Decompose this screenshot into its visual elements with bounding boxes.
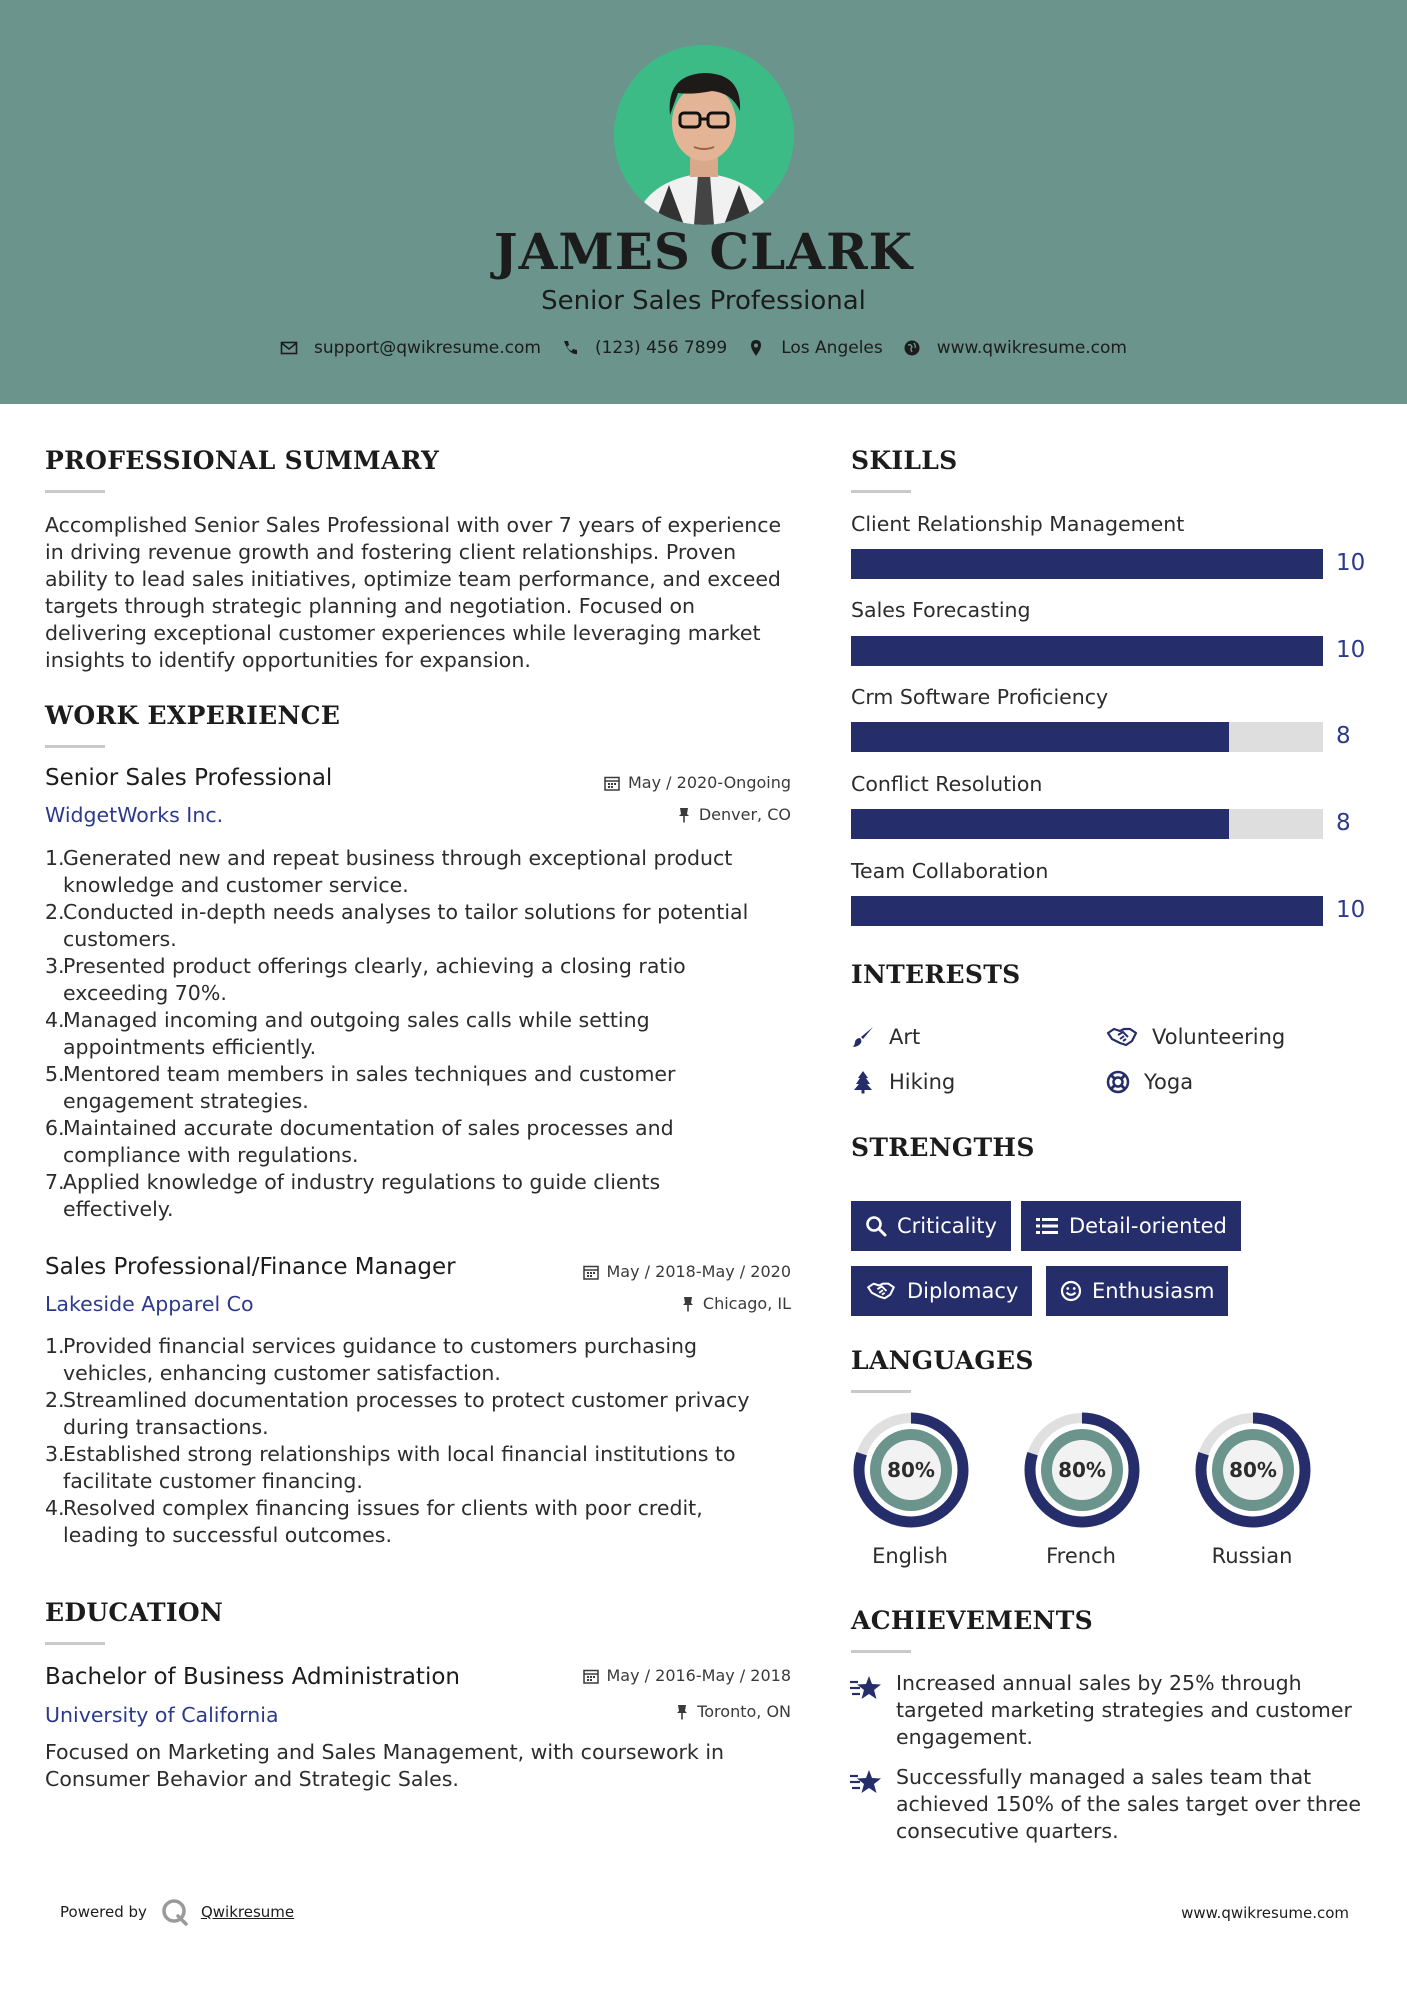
shooting-star-icon bbox=[849, 1768, 883, 1796]
list-item-number: 4. bbox=[45, 1496, 65, 1520]
candidate-role: Senior Sales Professional bbox=[541, 286, 866, 316]
summary-line: targets through strategic planning and negotiation. Focused on bbox=[45, 594, 695, 618]
language-donut bbox=[1030, 1418, 1134, 1522]
achievement-line: achieved 150% of the sales target over three bbox=[896, 1792, 1362, 1816]
interest-label: Yoga bbox=[1144, 1070, 1194, 1094]
envelope-icon bbox=[280, 339, 298, 357]
list-item-number: 5. bbox=[45, 1062, 65, 1086]
list-item-line: leading to successful outcomes. bbox=[63, 1523, 392, 1547]
calendar-icon bbox=[583, 1264, 599, 1280]
powered-by-label: Powered by bbox=[60, 1903, 147, 1921]
achievement-line: Successfully managed a sales team that bbox=[896, 1765, 1312, 1789]
education-line: Consumer Behavior and Strategic Sales. bbox=[45, 1767, 459, 1791]
contact-location-text: Los Angeles bbox=[781, 338, 883, 358]
list-item-line: engagement strategies. bbox=[63, 1089, 309, 1113]
interest-label: Art bbox=[889, 1025, 921, 1049]
smile-icon bbox=[1060, 1280, 1082, 1302]
list-item bbox=[45, 1333, 795, 1387]
skill-score: 10 bbox=[1336, 897, 1366, 923]
contact-website-text: www.qwikresume.com bbox=[936, 338, 1127, 358]
list-item-line: compliance with regulations. bbox=[63, 1143, 359, 1167]
list-item bbox=[45, 899, 795, 953]
achievement-item bbox=[896, 1764, 1361, 1845]
list-item bbox=[45, 1387, 795, 1441]
candidate-name: JAMES CLARK bbox=[493, 222, 914, 281]
resume-header bbox=[0, 0, 1407, 404]
lifering-icon bbox=[1106, 1070, 1130, 1094]
job-title: Senior Sales Professional bbox=[45, 765, 333, 791]
languages-heading: LANGUAGES bbox=[851, 1346, 1034, 1375]
interest-item bbox=[1106, 1070, 1193, 1094]
job-bullets bbox=[45, 845, 795, 1223]
skill-score: 8 bbox=[1336, 723, 1351, 749]
language-percent: 80% bbox=[887, 1458, 935, 1482]
skills-heading-rule bbox=[851, 490, 911, 493]
list-item-line: Presented product offerings clearly, achieving a closing ratio bbox=[63, 954, 686, 978]
globe-icon bbox=[903, 339, 921, 357]
contact-website[interactable] bbox=[903, 338, 1127, 358]
strength-tag bbox=[1021, 1201, 1241, 1251]
job-company: WidgetWorks Inc. bbox=[45, 803, 224, 827]
achievement-line: consecutive quarters. bbox=[896, 1819, 1119, 1843]
summary-line: ability to lead sales initiatives, optimize team performance, and exceed bbox=[45, 567, 781, 591]
list-item-number: 1. bbox=[45, 1334, 65, 1358]
skill-bar-track bbox=[851, 722, 1323, 752]
language-label: French bbox=[1046, 1544, 1116, 1568]
language-label: Russian bbox=[1211, 1544, 1293, 1568]
contact-phone-text: (123) 456 7899 bbox=[594, 338, 728, 358]
job-bullets bbox=[45, 1333, 795, 1549]
skill-label: Crm Software Proficiency bbox=[851, 685, 1109, 709]
language-percent: 80% bbox=[1229, 1458, 1277, 1482]
contact-email[interactable] bbox=[280, 338, 541, 358]
list-item-number: 2. bbox=[45, 900, 65, 924]
education-date-text: May / 2016-May / 2018 bbox=[606, 1666, 791, 1685]
list-item bbox=[45, 953, 795, 1007]
job-date-text: May / 2020-Ongoing bbox=[628, 773, 791, 792]
interest-item bbox=[1106, 1025, 1285, 1049]
map-pin-icon bbox=[747, 339, 765, 357]
list-item-line: Provided financial services guidance to customers purchasing bbox=[63, 1334, 698, 1358]
pushpin-icon bbox=[675, 1704, 689, 1720]
school-name: University of California bbox=[45, 1703, 279, 1727]
strengths-heading: STRENGTHS bbox=[851, 1133, 1035, 1162]
job-company: Lakeside Apparel Co bbox=[45, 1292, 254, 1316]
list-item-line: Established strong relationships with local financial institutions to bbox=[63, 1442, 736, 1466]
job-location bbox=[470, 1294, 791, 1313]
achievements-heading-rule bbox=[851, 1650, 911, 1653]
strength-label: Criticality bbox=[897, 1214, 997, 1238]
summary-heading: PROFESSIONAL SUMMARY bbox=[45, 446, 440, 475]
list-item-line: knowledge and customer service. bbox=[63, 873, 409, 897]
strength-label: Enthusiasm bbox=[1092, 1279, 1215, 1303]
footer-powered-by bbox=[60, 1898, 294, 1926]
job-date-text: May / 2018-May / 2020 bbox=[606, 1262, 791, 1281]
skill-score: 10 bbox=[1336, 550, 1366, 576]
list-item-line: effectively. bbox=[63, 1197, 174, 1221]
experience-heading: WORK EXPERIENCE bbox=[45, 701, 341, 730]
list-item bbox=[45, 1115, 795, 1169]
interest-item bbox=[851, 1070, 955, 1094]
skill-score: 8 bbox=[1336, 810, 1351, 836]
education-heading: EDUCATION bbox=[45, 1598, 224, 1627]
skills-heading: SKILLS bbox=[851, 446, 958, 475]
list-item-number: 7. bbox=[45, 1170, 65, 1194]
list-item bbox=[45, 1061, 795, 1115]
language-percent: 80% bbox=[1058, 1458, 1106, 1482]
achievement-item bbox=[896, 1670, 1352, 1751]
job-date bbox=[470, 1262, 791, 1281]
summary-heading-rule bbox=[45, 490, 105, 493]
skill-bar-track bbox=[851, 809, 1323, 839]
language-label: English bbox=[872, 1544, 948, 1568]
handshake-icon bbox=[865, 1280, 897, 1302]
summary-line: delivering exceptional customer experiences while leveraging market bbox=[45, 621, 761, 645]
list-item-line: Resolved complex financing issues for clients with poor credit, bbox=[63, 1496, 703, 1520]
education-heading-rule bbox=[45, 1642, 105, 1645]
list-item-line: exceeding 70%. bbox=[63, 981, 227, 1005]
list-item bbox=[45, 1495, 795, 1549]
strength-tag bbox=[1046, 1266, 1228, 1316]
job-location-text: Chicago, IL bbox=[702, 1294, 791, 1313]
achievement-line: Increased annual sales by 25% through bbox=[896, 1671, 1302, 1695]
job-title: Sales Professional/Finance Manager bbox=[45, 1254, 456, 1280]
skill-label: Team Collaboration bbox=[851, 859, 1049, 883]
interest-item bbox=[851, 1025, 920, 1049]
skill-bar-track bbox=[851, 896, 1323, 926]
summary-line: insights to identify opportunities for expansion. bbox=[45, 648, 531, 672]
skill-bar-fill bbox=[851, 722, 1229, 752]
skill-label: Client Relationship Management bbox=[851, 512, 1185, 536]
pushpin-icon bbox=[677, 807, 691, 823]
qwikresume-logo-icon bbox=[161, 1898, 189, 1926]
summary-line: in driving revenue growth and fostering client relationships. Proven bbox=[45, 540, 737, 564]
language-donut bbox=[859, 1418, 963, 1522]
education-date bbox=[470, 1666, 791, 1685]
skill-score: 10 bbox=[1336, 637, 1366, 663]
language-donut bbox=[1201, 1418, 1305, 1522]
list-item-number: 6. bbox=[45, 1116, 65, 1140]
paintbrush-icon bbox=[851, 1025, 875, 1049]
achievement-line: engagement. bbox=[896, 1725, 1033, 1749]
strength-tag bbox=[851, 1201, 1011, 1251]
contact-email-text: support@qwikresume.com bbox=[314, 338, 541, 358]
job-date bbox=[470, 773, 791, 792]
strength-tag bbox=[851, 1266, 1032, 1316]
list-item-line: Generated new and repeat business through exceptional product bbox=[63, 846, 733, 870]
list-item-number: 2. bbox=[45, 1388, 65, 1412]
skill-bar-fill bbox=[851, 636, 1323, 666]
list-item-line: customers. bbox=[63, 927, 177, 951]
list-item-line: during transactions. bbox=[63, 1415, 269, 1439]
achievements-heading: ACHIEVEMENTS bbox=[851, 1606, 1093, 1635]
skill-bar-fill bbox=[851, 896, 1323, 926]
summary-text bbox=[45, 512, 781, 674]
contact-bar bbox=[0, 338, 1407, 358]
shooting-star-icon bbox=[849, 1674, 883, 1702]
job-location bbox=[470, 805, 791, 824]
list-item-line: Managed incoming and outgoing sales calls while setting bbox=[63, 1008, 650, 1032]
list-item bbox=[45, 1441, 795, 1495]
list-item bbox=[45, 1007, 795, 1061]
experience-heading-rule bbox=[45, 745, 105, 748]
skill-bar-fill bbox=[851, 809, 1229, 839]
skill-label: Sales Forecasting bbox=[851, 598, 1031, 622]
tree-icon bbox=[851, 1070, 875, 1094]
list-icon bbox=[1035, 1216, 1059, 1236]
skill-bar-track bbox=[851, 636, 1323, 666]
list-item-number: 1. bbox=[45, 846, 65, 870]
list-item-line: Conducted in-depth needs analyses to tailor solutions for potential bbox=[63, 900, 749, 924]
list-item-number: 3. bbox=[45, 1442, 65, 1466]
list-item-line: Maintained accurate documentation of sales processes and bbox=[63, 1116, 674, 1140]
summary-line: Accomplished Senior Sales Professional with over 7 years of experience bbox=[45, 513, 782, 537]
achievement-line: targeted marketing strategies and customer bbox=[896, 1698, 1352, 1722]
handshake-icon bbox=[1106, 1025, 1138, 1049]
list-item-number: 3. bbox=[45, 954, 65, 978]
languages-heading-rule bbox=[851, 1390, 911, 1393]
list-item-line: vehicles, enhancing customer satisfaction. bbox=[63, 1361, 501, 1385]
footer-website-link[interactable]: www.qwikresume.com bbox=[1181, 1904, 1349, 1922]
strength-label: Detail-oriented bbox=[1069, 1214, 1227, 1238]
contact-location bbox=[747, 338, 883, 358]
interest-label: Volunteering bbox=[1152, 1025, 1286, 1049]
list-item-line: Mentored team members in sales techniques and customer bbox=[63, 1062, 676, 1086]
list-item-line: facilitate customer financing. bbox=[63, 1469, 363, 1493]
skill-bar-track bbox=[851, 549, 1323, 579]
education-location-text: Toronto, ON bbox=[697, 1702, 791, 1721]
language-donuts bbox=[840, 1400, 1340, 1540]
strength-label: Diplomacy bbox=[907, 1279, 1019, 1303]
interest-label: Hiking bbox=[889, 1070, 956, 1094]
contact-phone[interactable] bbox=[561, 338, 727, 358]
degree-title: Bachelor of Business Administration bbox=[45, 1664, 460, 1690]
education-description bbox=[45, 1739, 724, 1793]
profile-photo bbox=[614, 45, 794, 225]
interests-heading: INTERESTS bbox=[851, 960, 1021, 989]
pushpin-icon bbox=[681, 1296, 695, 1312]
list-item-line: Streamlined documentation processes to protect customer privacy bbox=[63, 1388, 750, 1412]
search-icon bbox=[865, 1215, 887, 1237]
job-location-text: Denver, CO bbox=[698, 805, 791, 824]
list-item-number: 4. bbox=[45, 1008, 65, 1032]
skill-bar-fill bbox=[851, 549, 1323, 579]
list-item bbox=[45, 845, 795, 899]
phone-icon bbox=[561, 339, 579, 357]
list-item-line: Applied knowledge of industry regulations to guide clients bbox=[63, 1170, 661, 1194]
education-location bbox=[470, 1702, 791, 1721]
calendar-icon bbox=[583, 1668, 599, 1684]
education-line: Focused on Marketing and Sales Management, with coursework in bbox=[45, 1740, 725, 1764]
list-item bbox=[45, 1169, 795, 1223]
skill-label: Conflict Resolution bbox=[851, 772, 1043, 796]
qwikresume-link[interactable]: Qwikresume bbox=[200, 1903, 295, 1921]
calendar-icon bbox=[604, 775, 620, 791]
list-item-line: appointments efficiently. bbox=[63, 1035, 317, 1059]
